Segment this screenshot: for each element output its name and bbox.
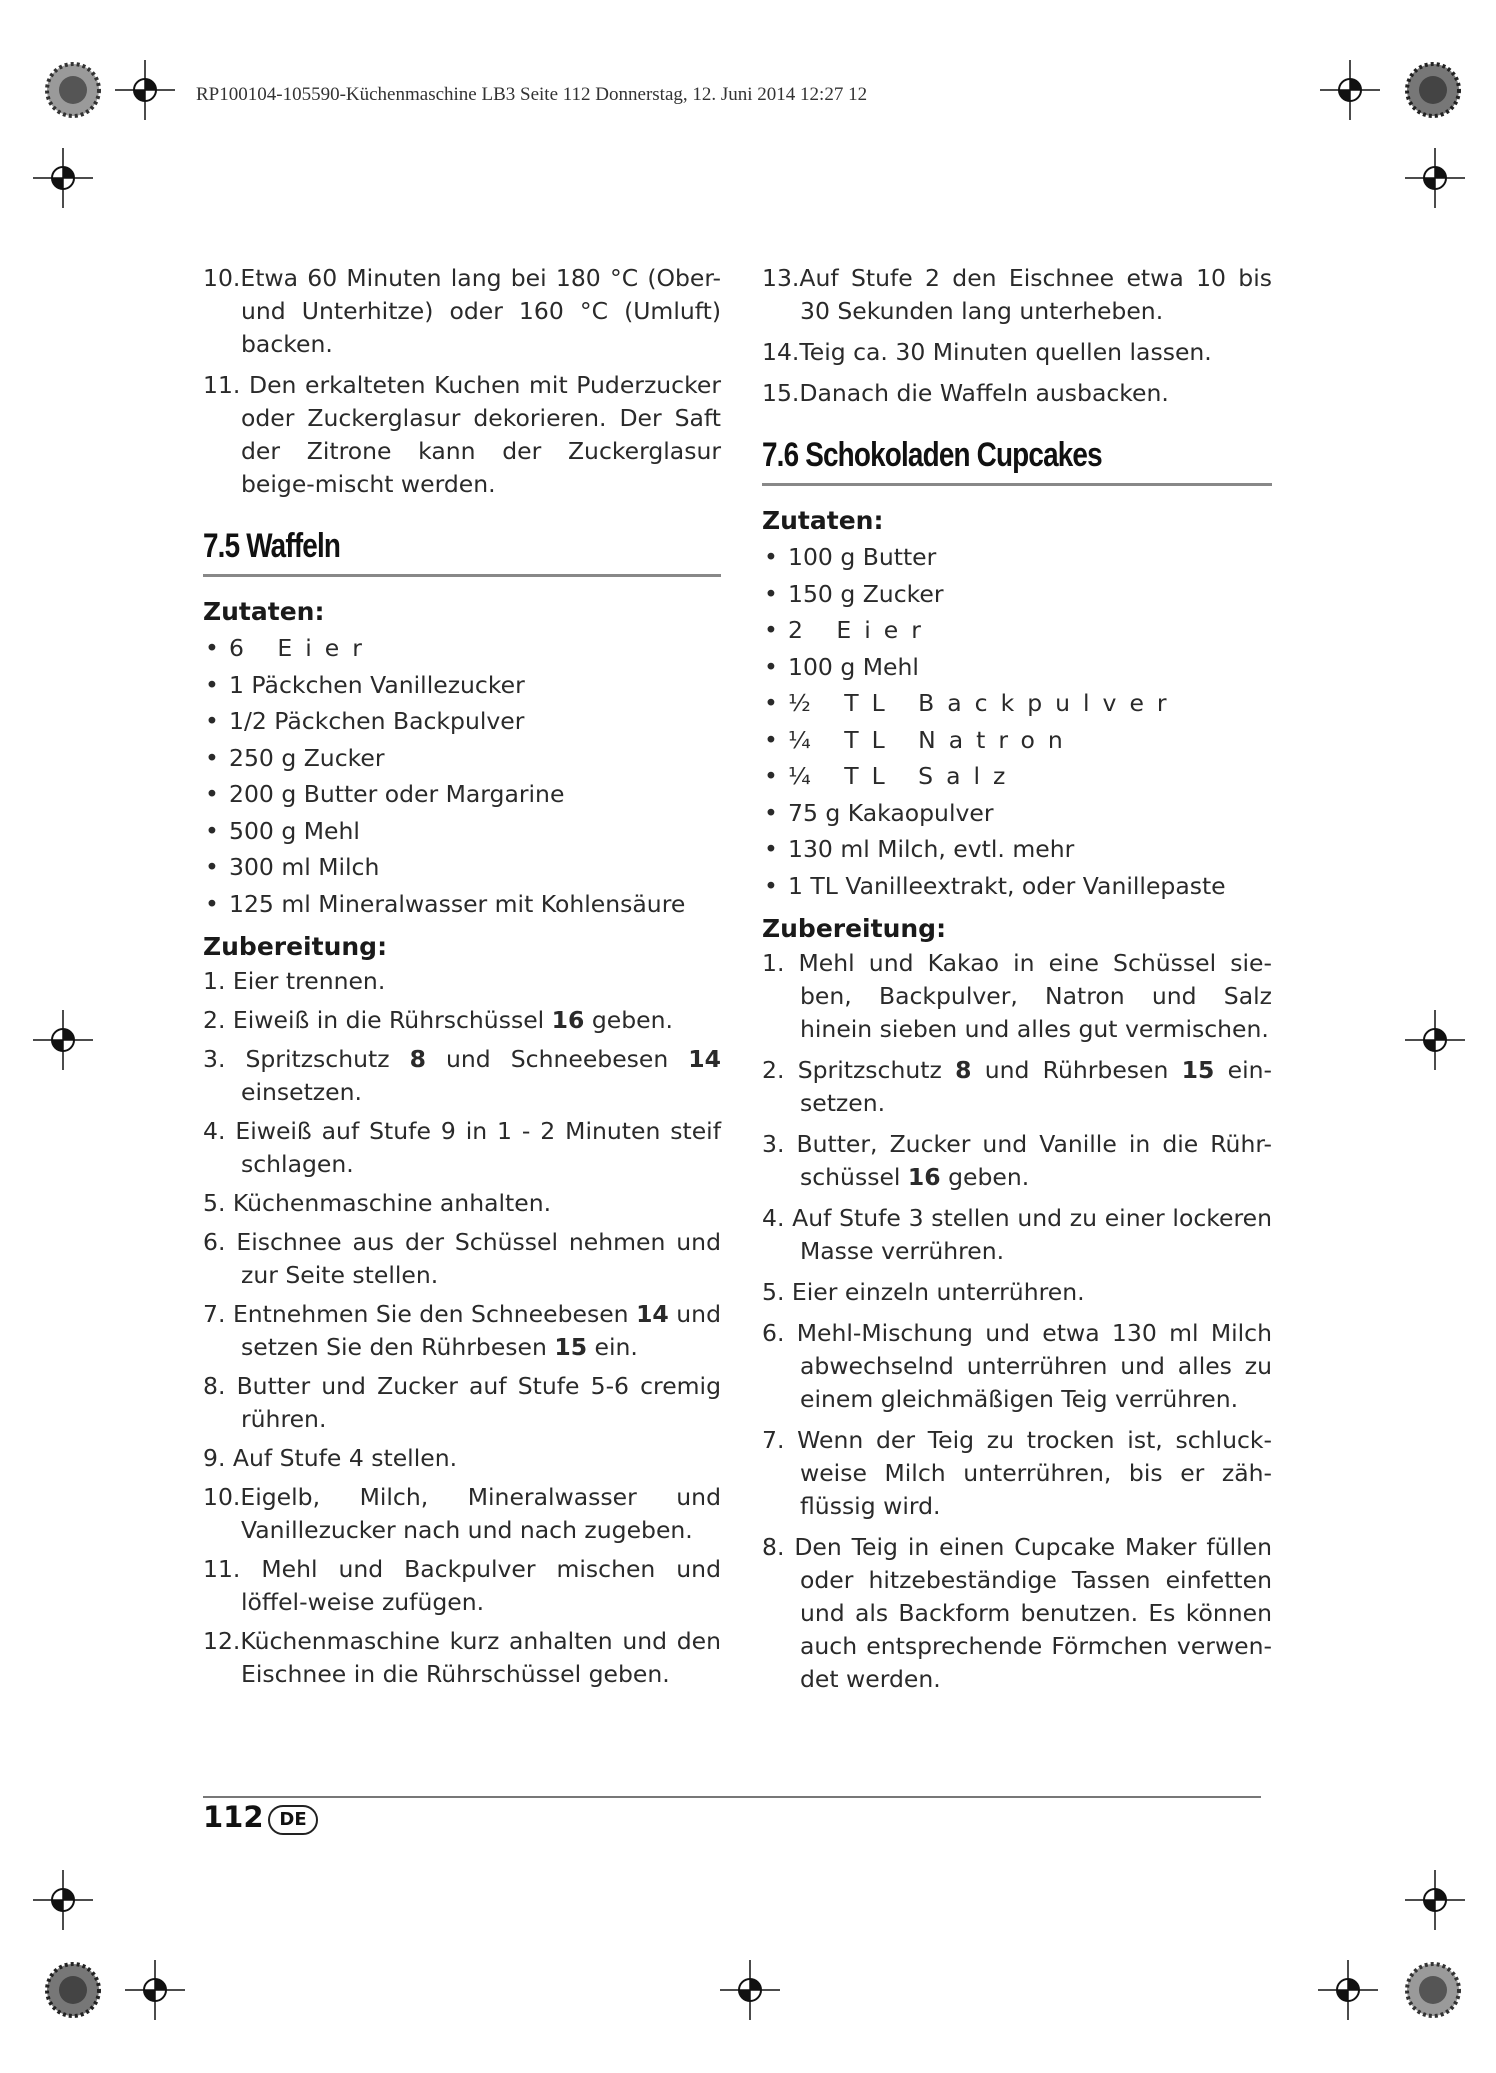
list-item: • 6 Eier <box>203 630 721 667</box>
list-item: • ½ TL Backpulver <box>762 685 1272 722</box>
ingredient-list <box>203 630 721 922</box>
registration-mark-icon <box>1405 1010 1465 1070</box>
registration-mark-icon <box>115 60 175 120</box>
left-column <box>203 262 721 1697</box>
prep-step: 1. Mehl und Kakao in eine Schüssel sie-ben, Backpulver, Natron und Salz hinein sieben und alles gut vermischen. <box>762 949 1272 1043</box>
color-rosette-icon <box>1405 1962 1461 2018</box>
prep-step: 9. Auf Stufe 4 stellen. <box>203 1444 458 1472</box>
list-item: • 100 g Butter <box>762 539 1272 576</box>
preparation-heading: Zubereitung: <box>762 914 947 943</box>
registration-mark-icon <box>1405 148 1465 208</box>
registration-mark-icon <box>720 1960 780 2020</box>
list-item: • 500 g Mehl <box>203 813 721 850</box>
right-column <box>762 262 1272 1704</box>
prep-step: 11. Mehl und Backpulver mischen und löffel-weise zufügen. <box>203 1555 721 1616</box>
list-item: • 1 TL Vanilleextrakt, oder Vanillepaste <box>762 868 1272 905</box>
list-item: • 75 g Kakaopulver <box>762 795 1272 832</box>
registration-mark-icon <box>1320 60 1380 120</box>
list-item: • 100 g Mehl <box>762 649 1272 686</box>
ingredient-list <box>762 539 1272 904</box>
list-item: • ¼ TL Salz <box>762 758 1272 795</box>
registration-mark-icon <box>1405 1870 1465 1930</box>
footer-divider <box>203 1796 1261 1798</box>
continued-step: 13.Auf Stufe 2 den Eischnee etwa 10 bis 30 Sekunden lang unterheben. <box>762 264 1272 325</box>
section-divider <box>203 574 721 577</box>
color-rosette-icon <box>1405 62 1461 118</box>
prep-step: 12.Küchenmaschine kurz anhalten und den Eischnee in die Rührschüssel geben. <box>203 1627 721 1688</box>
list-item: • 200 g Butter oder Margarine <box>203 776 721 813</box>
ingredients-heading: Zutaten: <box>203 597 325 626</box>
section-title-cupcakes: 7.6 Schokoladen Cupcakes <box>762 436 1102 474</box>
prep-step: 5. Eier einzeln unterrühren. <box>762 1278 1085 1306</box>
print-header: RP100104-105590-Küchenmaschine LB3 Seite 112 Donnerstag, 12. Juni 2014 12:27 12 <box>196 84 868 105</box>
prep-step: 7. Entnehmen Sie den Schneebesen 14 und setzen Sie den Rührbesen 15 ein. <box>203 1300 721 1361</box>
continued-step: 10.Etwa 60 Minuten lang bei 180 °C (Ober- und Unterhitze) oder 160 °C (Umluft) backen. <box>203 264 721 358</box>
ingredients-heading: Zutaten: <box>762 506 884 535</box>
section-divider <box>762 483 1272 486</box>
prep-step: 2. Eiweiß in die Rührschüssel 16 geben. <box>203 1006 673 1034</box>
registration-mark-icon <box>33 148 93 208</box>
prep-step: 6. Mehl-Mischung und etwa 130 ml Milch abwechselnd unterrühren und alles zu einem gleichmäßigen Teig verrühren. <box>762 1319 1272 1413</box>
prep-step: 3. Butter, Zucker und Vanille in die Rühr-schüssel 16 geben. <box>762 1130 1272 1191</box>
page-number: 112 <box>203 1800 264 1834</box>
list-item: • 125 ml Mineralwasser mit Kohlensäure <box>203 886 721 923</box>
list-item: • 1/2 Päckchen Backpulver <box>203 703 721 740</box>
list-item: • 130 ml Milch, evtl. mehr <box>762 831 1272 868</box>
prep-step: 10.Eigelb, Milch, Mineralwasser und Vanillezucker nach und nach zugeben. <box>203 1483 721 1544</box>
prep-step: 1. Eier trennen. <box>203 967 386 995</box>
preparation-heading: Zubereitung: <box>203 932 388 961</box>
color-rosette-icon <box>45 62 101 118</box>
registration-mark-icon <box>33 1010 93 1070</box>
registration-mark-icon <box>125 1960 185 2020</box>
prep-step: 5. Küchenmaschine anhalten. <box>203 1189 552 1217</box>
prep-step: 3. Spritzschutz 8 und Schneebesen 14 einsetzen. <box>203 1045 721 1106</box>
prep-step: 8. Butter und Zucker auf Stufe 5-6 cremig rühren. <box>203 1372 721 1433</box>
prep-step: 6. Eischnee aus der Schüssel nehmen und zur Seite stellen. <box>203 1228 721 1289</box>
continued-step: 14.Teig ca. 30 Minuten quellen lassen. <box>762 338 1212 366</box>
list-item: • ¼ TL Natron <box>762 722 1272 759</box>
list-item: • 250 g Zucker <box>203 740 721 777</box>
list-item: • 300 ml Milch <box>203 849 721 886</box>
continued-step: 15.Danach die Waffeln ausbacken. <box>762 379 1169 407</box>
prep-step: 4. Eiweiß auf Stufe 9 in 1 - 2 Minuten steif schlagen. <box>203 1117 721 1178</box>
color-rosette-icon <box>45 1962 101 2018</box>
list-item: • 2 Eier <box>762 612 1272 649</box>
section-title-waffeln: 7.5 Waffeln <box>203 527 341 565</box>
continued-step: 11. Den erkalteten Kuchen mit Puderzucker oder Zuckerglasur dekorieren. Der Saft der Zitrone kann der Zuckerglasur beige-mischt werden. <box>203 371 721 498</box>
prep-step: 8. Den Teig in einen Cupcake Maker füllen oder hitzebeständige Tassen einfetten und als Backform benutzen. Es können auch entsprechende Förmchen verwen-det werden. <box>762 1533 1272 1693</box>
language-badge: DE <box>268 1805 318 1835</box>
registration-mark-icon <box>1318 1960 1378 2020</box>
prep-step: 4. Auf Stufe 3 stellen und zu einer lockeren Masse verrühren. <box>762 1204 1272 1265</box>
prep-step: 7. Wenn der Teig zu trocken ist, schluck-weise Milch unterrühren, bis er zäh-flüssig wird. <box>762 1426 1272 1520</box>
list-item: • 150 g Zucker <box>762 576 1272 613</box>
registration-mark-icon <box>33 1870 93 1930</box>
list-item: • 1 Päckchen Vanillezucker <box>203 667 721 704</box>
prep-step: 2. Spritzschutz 8 und Rührbesen 15 ein-setzen. <box>762 1056 1272 1117</box>
